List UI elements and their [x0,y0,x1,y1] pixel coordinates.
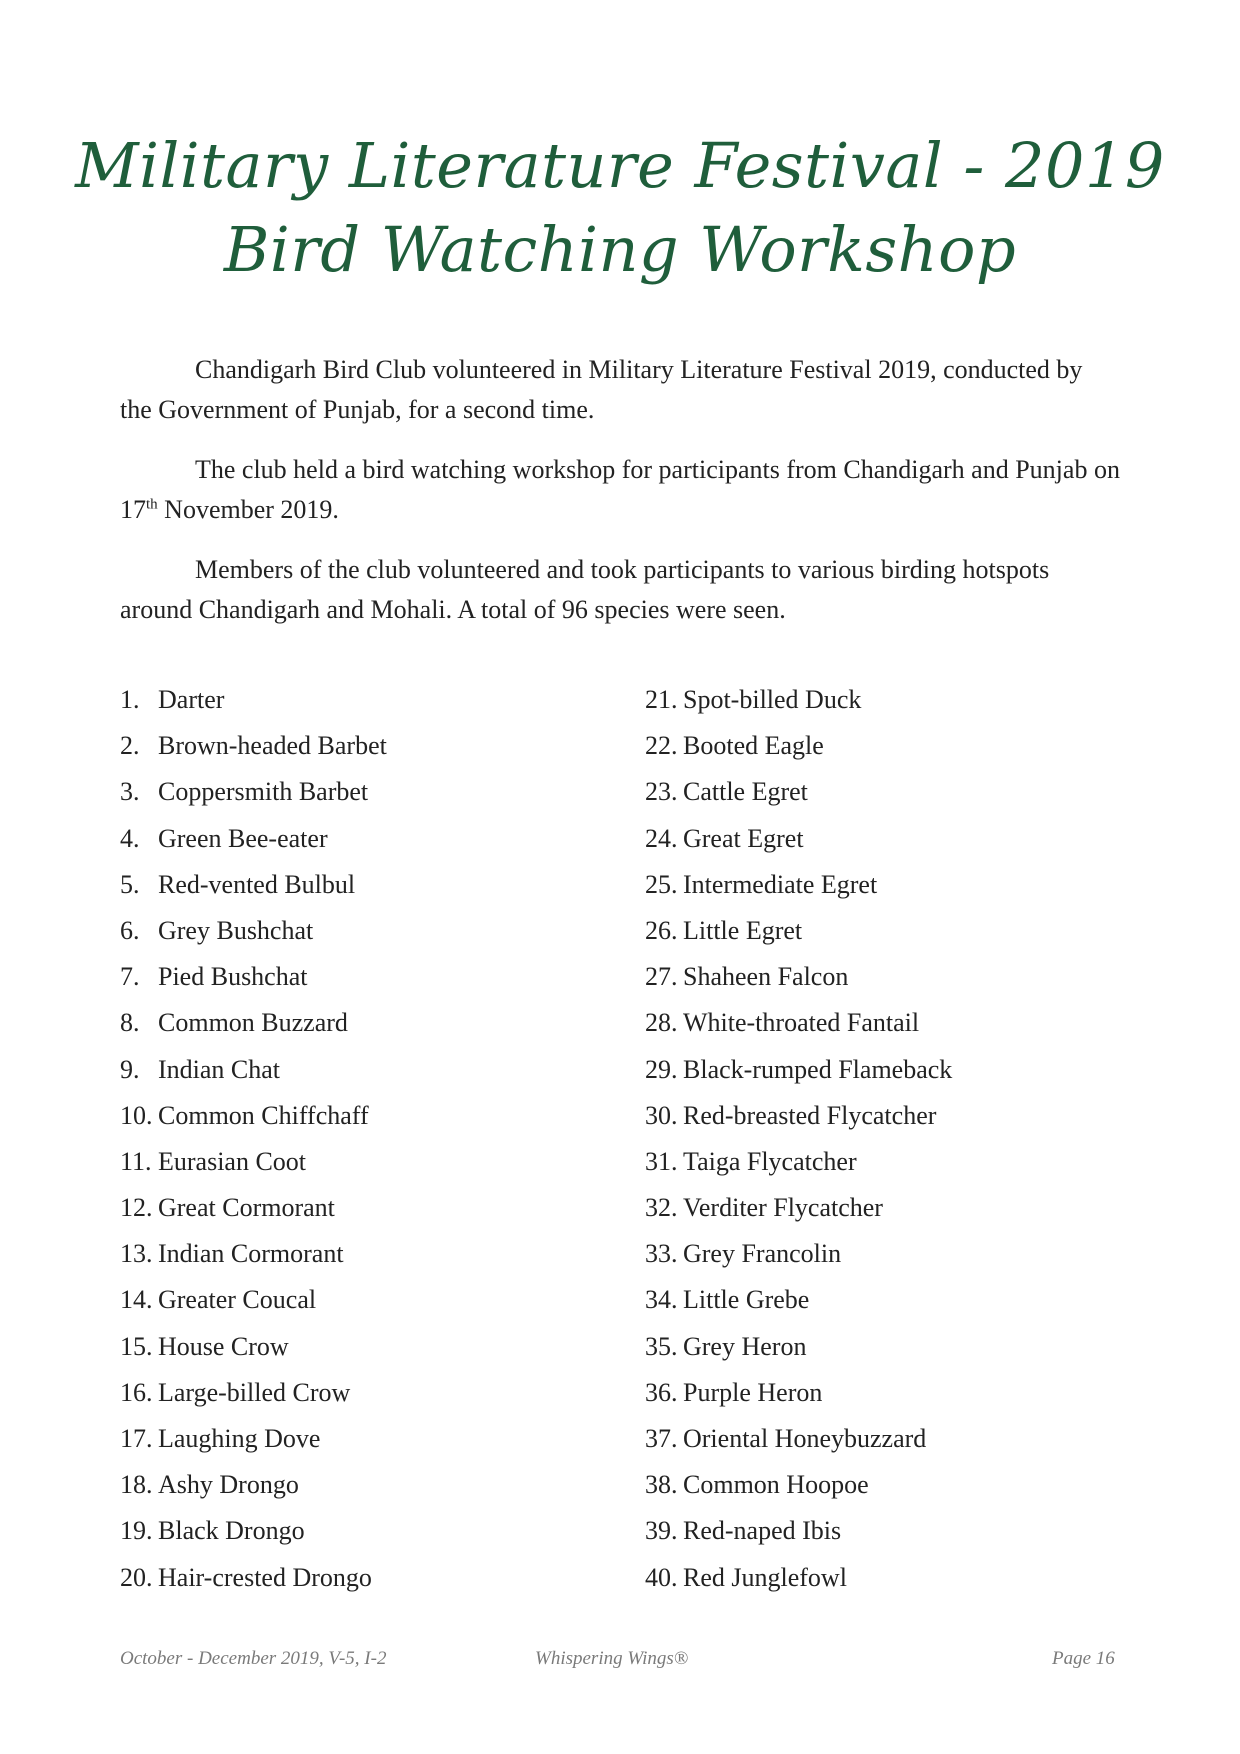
species-list-item [645,1188,952,1234]
species-list-item [645,1465,952,1511]
species-list-item [120,772,387,818]
species-number: 14. [120,1285,153,1315]
species-list-item [120,1188,387,1234]
species-list-item [645,957,952,1003]
species-name: Grey Francolin [683,1239,842,1269]
species-list-item [120,819,387,865]
species-list-item [645,772,952,818]
species-name: Ashy Drongo [158,1470,299,1500]
species-list-item [120,1234,387,1280]
species-number: 3. [120,777,140,807]
species-list-item [645,1003,952,1049]
species-name: Verditer Flycatcher [683,1193,883,1223]
species-list-item [120,1142,387,1188]
species-number: 18. [120,1470,153,1500]
species-number: 2. [120,731,140,761]
species-number: 5. [120,869,140,899]
footer-publication: Whispering Wings® [535,1648,689,1669]
species-name: Great Cormorant [158,1193,335,1223]
species-name: Eurasian Coot [158,1146,307,1176]
species-name: Red-breasted Flycatcher [683,1100,937,1130]
species-name: Red-vented Bulbul [158,869,356,899]
species-number: 30. [645,1100,678,1130]
species-list-item [120,1003,387,1049]
species-list-item [645,726,952,772]
species-list-item [645,819,952,865]
species-list-item [120,957,387,1003]
species-number: 35. [645,1331,678,1361]
species-name: Red-naped Ibis [683,1516,842,1546]
species-name: Large-billed Crow [158,1377,351,1407]
species-list-item [645,911,952,957]
species-list-item [120,1373,387,1419]
species-list-item [645,1327,952,1373]
species-name: Purple Heron [683,1377,823,1407]
species-name: Common Hoopoe [683,1470,869,1500]
species-name: Cattle Egret [683,777,808,807]
species-list-item [645,1373,952,1419]
species-name: Common Buzzard [158,1008,348,1038]
species-list-item [120,1280,387,1326]
species-number: 10. [120,1100,153,1130]
species-name: Indian Chat [158,1054,281,1084]
species-list-item [120,911,387,957]
species-number: 19. [120,1516,153,1546]
species-name: Great Egret [683,823,804,853]
intro-paragraph-3 [120,550,1120,630]
species-name: Darter [158,685,225,714]
species-number: 22. [645,731,678,761]
species-name: Grey Bushchat [158,915,314,945]
species-number: 16. [120,1377,153,1407]
species-number: 33. [645,1239,678,1269]
species-name: Laughing Dove [158,1424,321,1453]
species-name: Hair-crested Drongo [158,1562,372,1592]
intro-paragraph-1-text: Chandigarh Bird Club volunteered in Military Literature Festival 2019, conducted by the Government of Punjab, for a second time. [120,355,1083,424]
species-name: Black Drongo [158,1516,305,1546]
species-list-item [120,1511,387,1557]
footer-page-number: Page 16 [1052,1648,1115,1669]
page-title-line-2: Bird Watching Workshop [223,213,1017,286]
species-number: 25. [645,869,678,899]
species-list-item [645,1234,952,1280]
intro-paragraph-1 [120,350,1120,430]
species-list-item [120,1096,387,1142]
species-name: Taiga Flycatcher [683,1146,857,1176]
species-list-column-left [120,680,387,1604]
species-name: Brown-headed Barbet [158,731,387,761]
species-number: 4. [120,823,140,853]
species-name: Red Junglefowl [683,1562,847,1592]
species-list-item [645,865,952,911]
footer-issue: October - December 2019, V-5, I-2 [120,1648,387,1669]
species-list-item [120,1465,387,1511]
species-number: 26. [645,915,678,945]
intro-paragraph-2 [120,450,1120,530]
species-list-item [645,1419,952,1465]
species-list-item [120,1419,387,1465]
species-list-item [120,1327,387,1373]
species-number: 1. [120,685,140,714]
page-title-line-1: Military Literature Festival - 2019 [75,129,1165,202]
species-list-column-right [645,680,952,1604]
species-number: 17. [120,1424,153,1453]
species-name: Black-rumped Flameback [683,1054,953,1084]
species-number: 39. [645,1516,678,1546]
species-list-item [120,1558,387,1604]
species-number: 21. [645,685,678,714]
species-number: 29. [645,1054,678,1084]
species-list-item [645,1511,952,1557]
species-number: 24. [645,823,678,853]
species-number: 38. [645,1470,678,1500]
species-name: Spot-billed Duck [683,685,862,714]
species-name: Little Grebe [683,1285,810,1315]
species-number: 20. [120,1562,153,1592]
intro-paragraph-3-text: Members of the club volunteered and took participants to various birding hotspots around Chandigarh and Mohali. A total of 96 species were seen. [120,555,1050,624]
species-number: 13. [120,1239,153,1269]
species-number: 8. [120,1008,140,1038]
species-name: Booted Eagle [683,731,824,761]
species-list-item [645,1096,952,1142]
species-name: Green Bee-eater [158,823,328,853]
species-number: 37. [645,1424,678,1453]
species-name: Intermediate Egret [683,869,878,899]
species-number: 9. [120,1054,140,1084]
species-name: Little Egret [683,915,803,945]
species-number: 12. [120,1193,153,1223]
species-list-item [645,680,952,726]
species-number: 15. [120,1331,153,1361]
species-name: Pied Bushchat [158,962,308,992]
species-name: Coppersmith Barbet [158,777,369,807]
species-list-item [645,1558,952,1604]
species-name: White-throated Fantail [683,1008,920,1038]
species-list-item [645,1142,952,1188]
species-number: 28. [645,1008,678,1038]
species-name: Indian Cormorant [158,1239,344,1269]
species-list-item [120,680,387,726]
species-list-item [120,865,387,911]
intro-paragraph-2-text-end: November 2019. [157,495,339,524]
ordinal-suffix: th [146,496,158,513]
species-name: Shaheen Falcon [683,962,849,992]
species-name: Greater Coucal [158,1285,317,1315]
species-name: Common Chiffchaff [158,1100,369,1130]
species-number: 40. [645,1562,678,1592]
species-number: 36. [645,1377,678,1407]
species-list-item [645,1050,952,1096]
species-list-item [645,1280,952,1326]
species-number: 6. [120,915,140,945]
species-number: 32. [645,1193,678,1223]
species-number: 23. [645,777,678,807]
species-list-item [120,1050,387,1096]
species-number: 34. [645,1285,678,1315]
species-number: 31. [645,1146,678,1176]
species-list-item [120,726,387,772]
species-name: Grey Heron [683,1331,807,1361]
species-number: 11. [120,1146,152,1176]
species-name: Oriental Honeybuzzard [683,1424,927,1453]
species-name: House Crow [158,1331,289,1361]
species-number: 7. [120,962,140,992]
intro-paragraph-2-text: The club held a bird watching workshop for participants from Chandigarh and Punjab on 17 [120,455,1120,524]
species-number: 27. [645,962,678,992]
